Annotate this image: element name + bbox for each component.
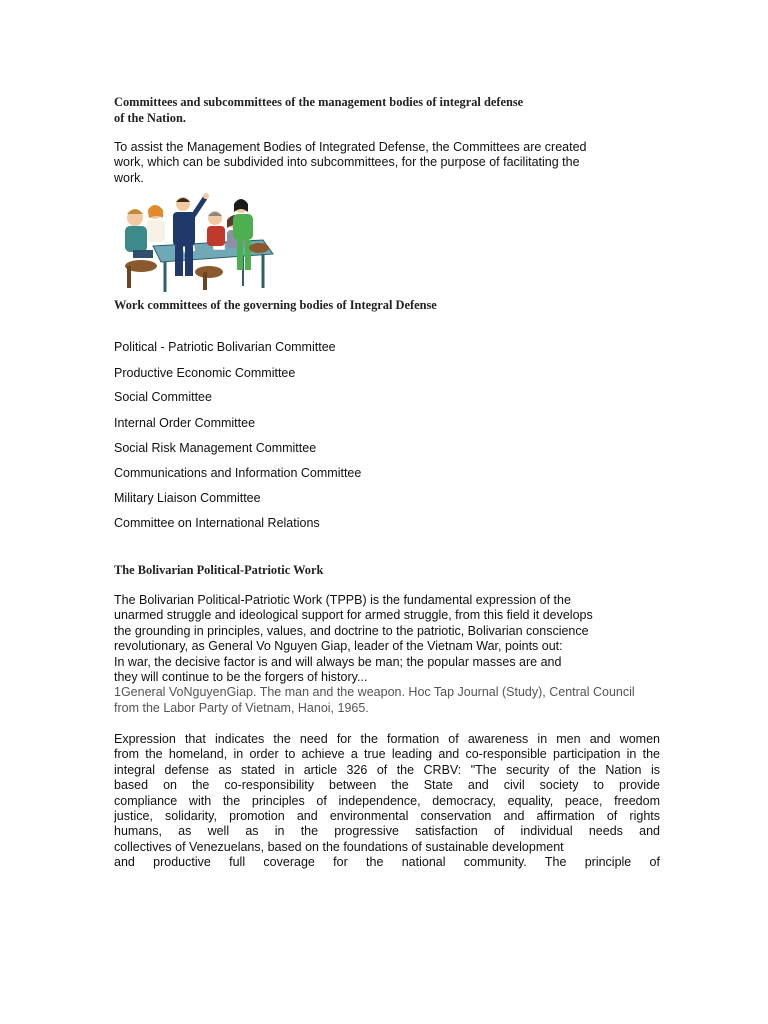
committee-list-item: Military Liaison Committee: [114, 491, 261, 505]
heading-text: The Bolivarian Political-Patriotic Work: [114, 563, 324, 577]
paragraph-line: from the homeland, in order to achieve a true leading and co-responsible participation in the: [114, 747, 660, 762]
paragraph-line: collectives of Venezuelans, based on the foundations of sustainable development: [114, 839, 564, 854]
paragraph-line: The Bolivarian Political-Patriotic Work (TPPB) is the fundamental expression of the: [114, 593, 571, 607]
heading-line: Committees and subcommittees of the management bodies of integral defense: [114, 95, 524, 109]
committee-list-item: Productive Economic Committee: [114, 366, 296, 380]
heading-text: Work committees of the governing bodies of Integral Defense: [114, 298, 437, 312]
paragraph-line: compliance with the principles of independence, democracy, equality, peace, freedom: [114, 793, 660, 808]
committee-list-item: Committee on International Relations: [114, 516, 320, 530]
expression-paragraph: [114, 732, 660, 871]
paragraph-line: integral defense as stated in article 326 of the CRBV: "The security of the Nation is: [114, 762, 660, 777]
section-heading-work-committees: [114, 298, 437, 314]
paragraph-line: revolutionary, as General Vo Nguyen Giap, leader of the Vietnam War, points out:: [114, 639, 563, 654]
committee-list-item: Political - Patriotic Bolivarian Committee: [114, 340, 336, 354]
paragraph-line: the grounding in principles, values, and doctrine to the patriotic, Bolivarian conscience: [114, 623, 589, 638]
committee-list-item: Social Committee: [114, 390, 212, 404]
section-heading-committees: [114, 95, 523, 126]
heading-line: of the Nation.: [114, 110, 186, 125]
footnote-line: from the Labor Party of Vietnam, Hanoi, 1965.: [114, 700, 369, 715]
paragraph-line: unarmed struggle and ideological support for armed struggle, from this field it develops: [114, 608, 593, 623]
paragraph-line: humans, as well as in the progressive satisfaction of individual needs and: [114, 824, 660, 839]
section-heading-political-patriotic-work: [114, 563, 323, 579]
committee-list-item: Social Risk Management Committee: [114, 441, 317, 455]
tppb-paragraph: [114, 593, 635, 716]
meeting-clipart-image: [113, 188, 277, 296]
paragraph-line: work, which can be subdivided into subcommittees, for the purpose of facilitating the: [114, 155, 580, 170]
footnote-line: 1General VoNguyenGiap. The man and the weapon. Hoc Tap Journal (Study), Central Council: [114, 685, 635, 700]
paragraph-line: they will continue to be the forgers of history...: [114, 670, 368, 685]
committee-list-item: Internal Order Committee: [114, 416, 256, 430]
paragraph-line: Expression that indicates the need for the formation of awareness in men and women: [114, 732, 660, 746]
paragraph-line: and productive full coverage for the national community. The principle of: [114, 855, 660, 870]
paragraph-line: based on the co-responsibility between the State and civil society to provide: [114, 778, 660, 793]
committee-list-item: Communications and Information Committee: [114, 466, 362, 480]
paragraph-line: To assist the Management Bodies of Integrated Defense, the Committees are created: [114, 140, 587, 154]
paragraph-line: work.: [114, 170, 144, 185]
paragraph-line: In war, the decisive factor is and will always be man; the popular masses are and: [114, 654, 562, 669]
paragraph-line: justice, solidarity, promotion and environmental conservation and affirmation of rights: [114, 808, 660, 823]
intro-paragraph: [114, 140, 586, 186]
